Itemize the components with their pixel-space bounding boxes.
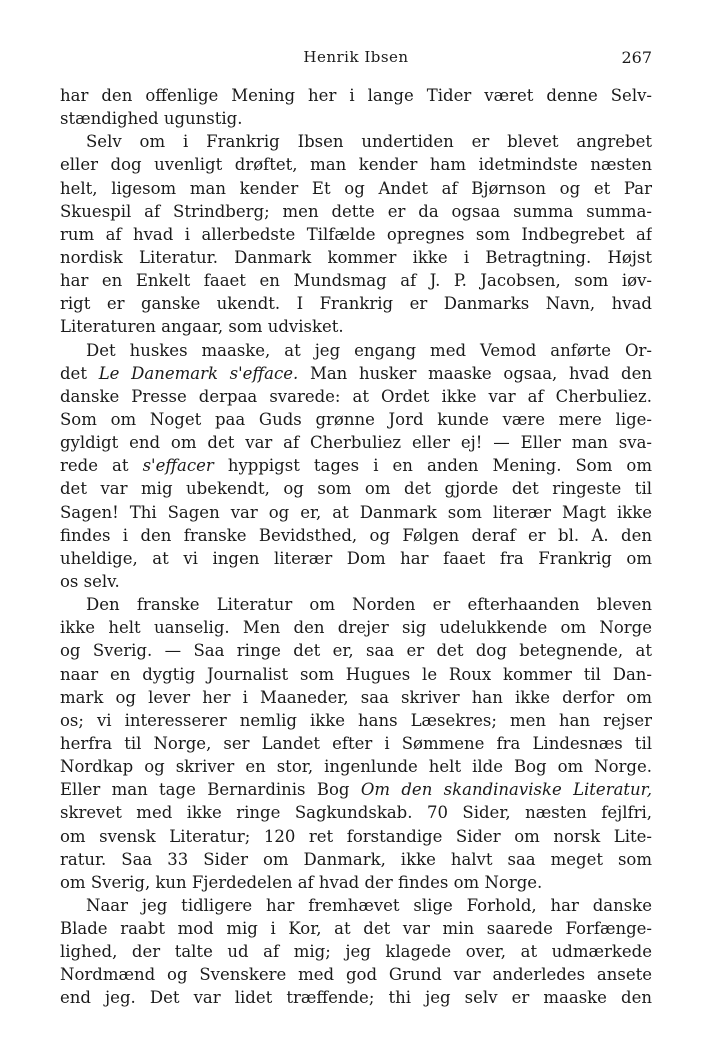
text-line: naar en dygtig Journalist som Hugues le Roux kommer til Dan- (60, 664, 652, 684)
italic-phrase: Om den skandinaviske Literatur, (360, 780, 652, 800)
text-line: om Sverig, kun Fjerdedelen af hvad der findes om Norge. (60, 872, 543, 892)
text-line: nordisk Literatur. Danmark kommer ikke i Betragtning. Højst (60, 247, 652, 267)
text-line: Nordkap og skriver en stor, ingenlunde helt ilde Bog om Norge. (60, 757, 652, 777)
body-text (60, 84, 652, 1010)
text-line (60, 454, 652, 477)
text-segment: Eller man tage Bernardinis Bog (60, 780, 361, 800)
text-line: om svensk Literatur; 120 ret forstandige Sider om norsk Lite- (60, 826, 652, 846)
text-line: end jeg. Det var lidet træffende; thi jeg selv er maaske den (60, 988, 652, 1008)
text-line: Den franske Literatur om Norden er efterhaanden bleven (86, 595, 652, 615)
text-segment: hyppigst tages i en anden Mening. Som om (213, 456, 652, 476)
text-line: eller dog uvenligt drøftet, man kender ham idetmindste næsten (60, 155, 652, 175)
text-line: Naar jeg tidligere har fremhævet slige Forhold, har danske (86, 895, 652, 915)
text-line: Som om Noget paa Guds grønne Jord kunde være mere lige- (60, 409, 652, 429)
text-segment: det (60, 363, 99, 383)
text-line: og Sverig. — Saa ringe det er, saa er det dog betegnende, at (60, 641, 652, 661)
text-line: Literaturen angaar, som udvisket. (60, 317, 344, 337)
text-line: herfra til Norge, ser Landet efter i Sømmene fra Lindesnæs til (60, 733, 652, 753)
text-line: Blade raabt mod mig i Kor, at det var min saarede Forfænge- (60, 919, 652, 939)
text-line: rigt er ganske ukendt. I Frankrig er Danmarks Navn, hvad (60, 294, 652, 314)
text-line: Nordmænd og Svenskere med god Grund var anderledes ansete (60, 965, 652, 985)
text-line: helt, ligesom man kender Et og Andet af Bjørnson og et Par (60, 178, 652, 198)
text-line (60, 362, 652, 385)
text-segment: rede at (60, 456, 143, 476)
text-line: har den offenlige Mening her i lange Tider været denne Selv- (60, 86, 652, 105)
italic-phrase: s'effacer (142, 456, 214, 476)
text-line: har en Enkelt faaet en Mundsmag af J. P. Jacobsen, som iøv- (60, 271, 652, 291)
text-line: skrevet med ikke ringe Sagkundskab. 70 Sider, næsten fejlfri, (60, 803, 652, 823)
text-line: findes i den franske Bevidsthed, og Følgen deraf er bl. A. den (60, 525, 652, 545)
italic-phrase: Le Danemark s'efface. (98, 363, 299, 383)
text-line: Sagen! Thi Sagen var og er, at Danmark som literær Magt ikke (60, 502, 652, 522)
running-head (60, 48, 652, 70)
text-segment: Man husker maaske ogsaa, hvad den (298, 363, 652, 383)
text-line: det var mig ubekendt, og som om det gjorde det ringeste til (60, 479, 652, 499)
text-line: uheldige, at vi ingen literær Dom har faaet fra Frankrig om (60, 548, 652, 568)
text-line: mark og lever her i Maaneder, saa skriver han ikke derfor om (60, 687, 652, 707)
text-line (60, 778, 652, 801)
text-line: danske Presse derpaa svarede: at Ordet ikke var af Cherbuliez. (60, 386, 652, 406)
text-line: stændighed ugunstig. (60, 109, 243, 129)
text-line: os; vi interesserer nemlig ikke hans Læsekres; men han rejser (60, 710, 652, 730)
text-line: Skuespil af Strindberg; men dette er da ogsaa summa summa- (60, 201, 652, 221)
text-line: ratur. Saa 33 Sider om Danmark, ikke halvt saa meget som (60, 849, 652, 869)
text-line: gyldigt end om det var af Cherbuliez eller ej! — Eller man sva- (60, 433, 652, 453)
text-line: Selv om i Frankrig Ibsen undertiden er blevet angrebet (86, 132, 652, 152)
text-line: ikke helt uanselig. Men den drejer sig udelukkende om Norge (60, 618, 652, 638)
text-line: lighed, der talte ud af mig; jeg klagede over, at udmærkede (60, 942, 652, 962)
running-title: Henrik Ibsen (303, 48, 409, 66)
text-line: os selv. (60, 571, 120, 591)
text-line: Det huskes maaske, at jeg engang med Vemod anførte Or- (86, 340, 652, 360)
text-line: rum af hvad i allerbedste Tilfælde opregnes som Indbegrebet af (60, 224, 652, 244)
page-number: 267 (621, 48, 652, 67)
